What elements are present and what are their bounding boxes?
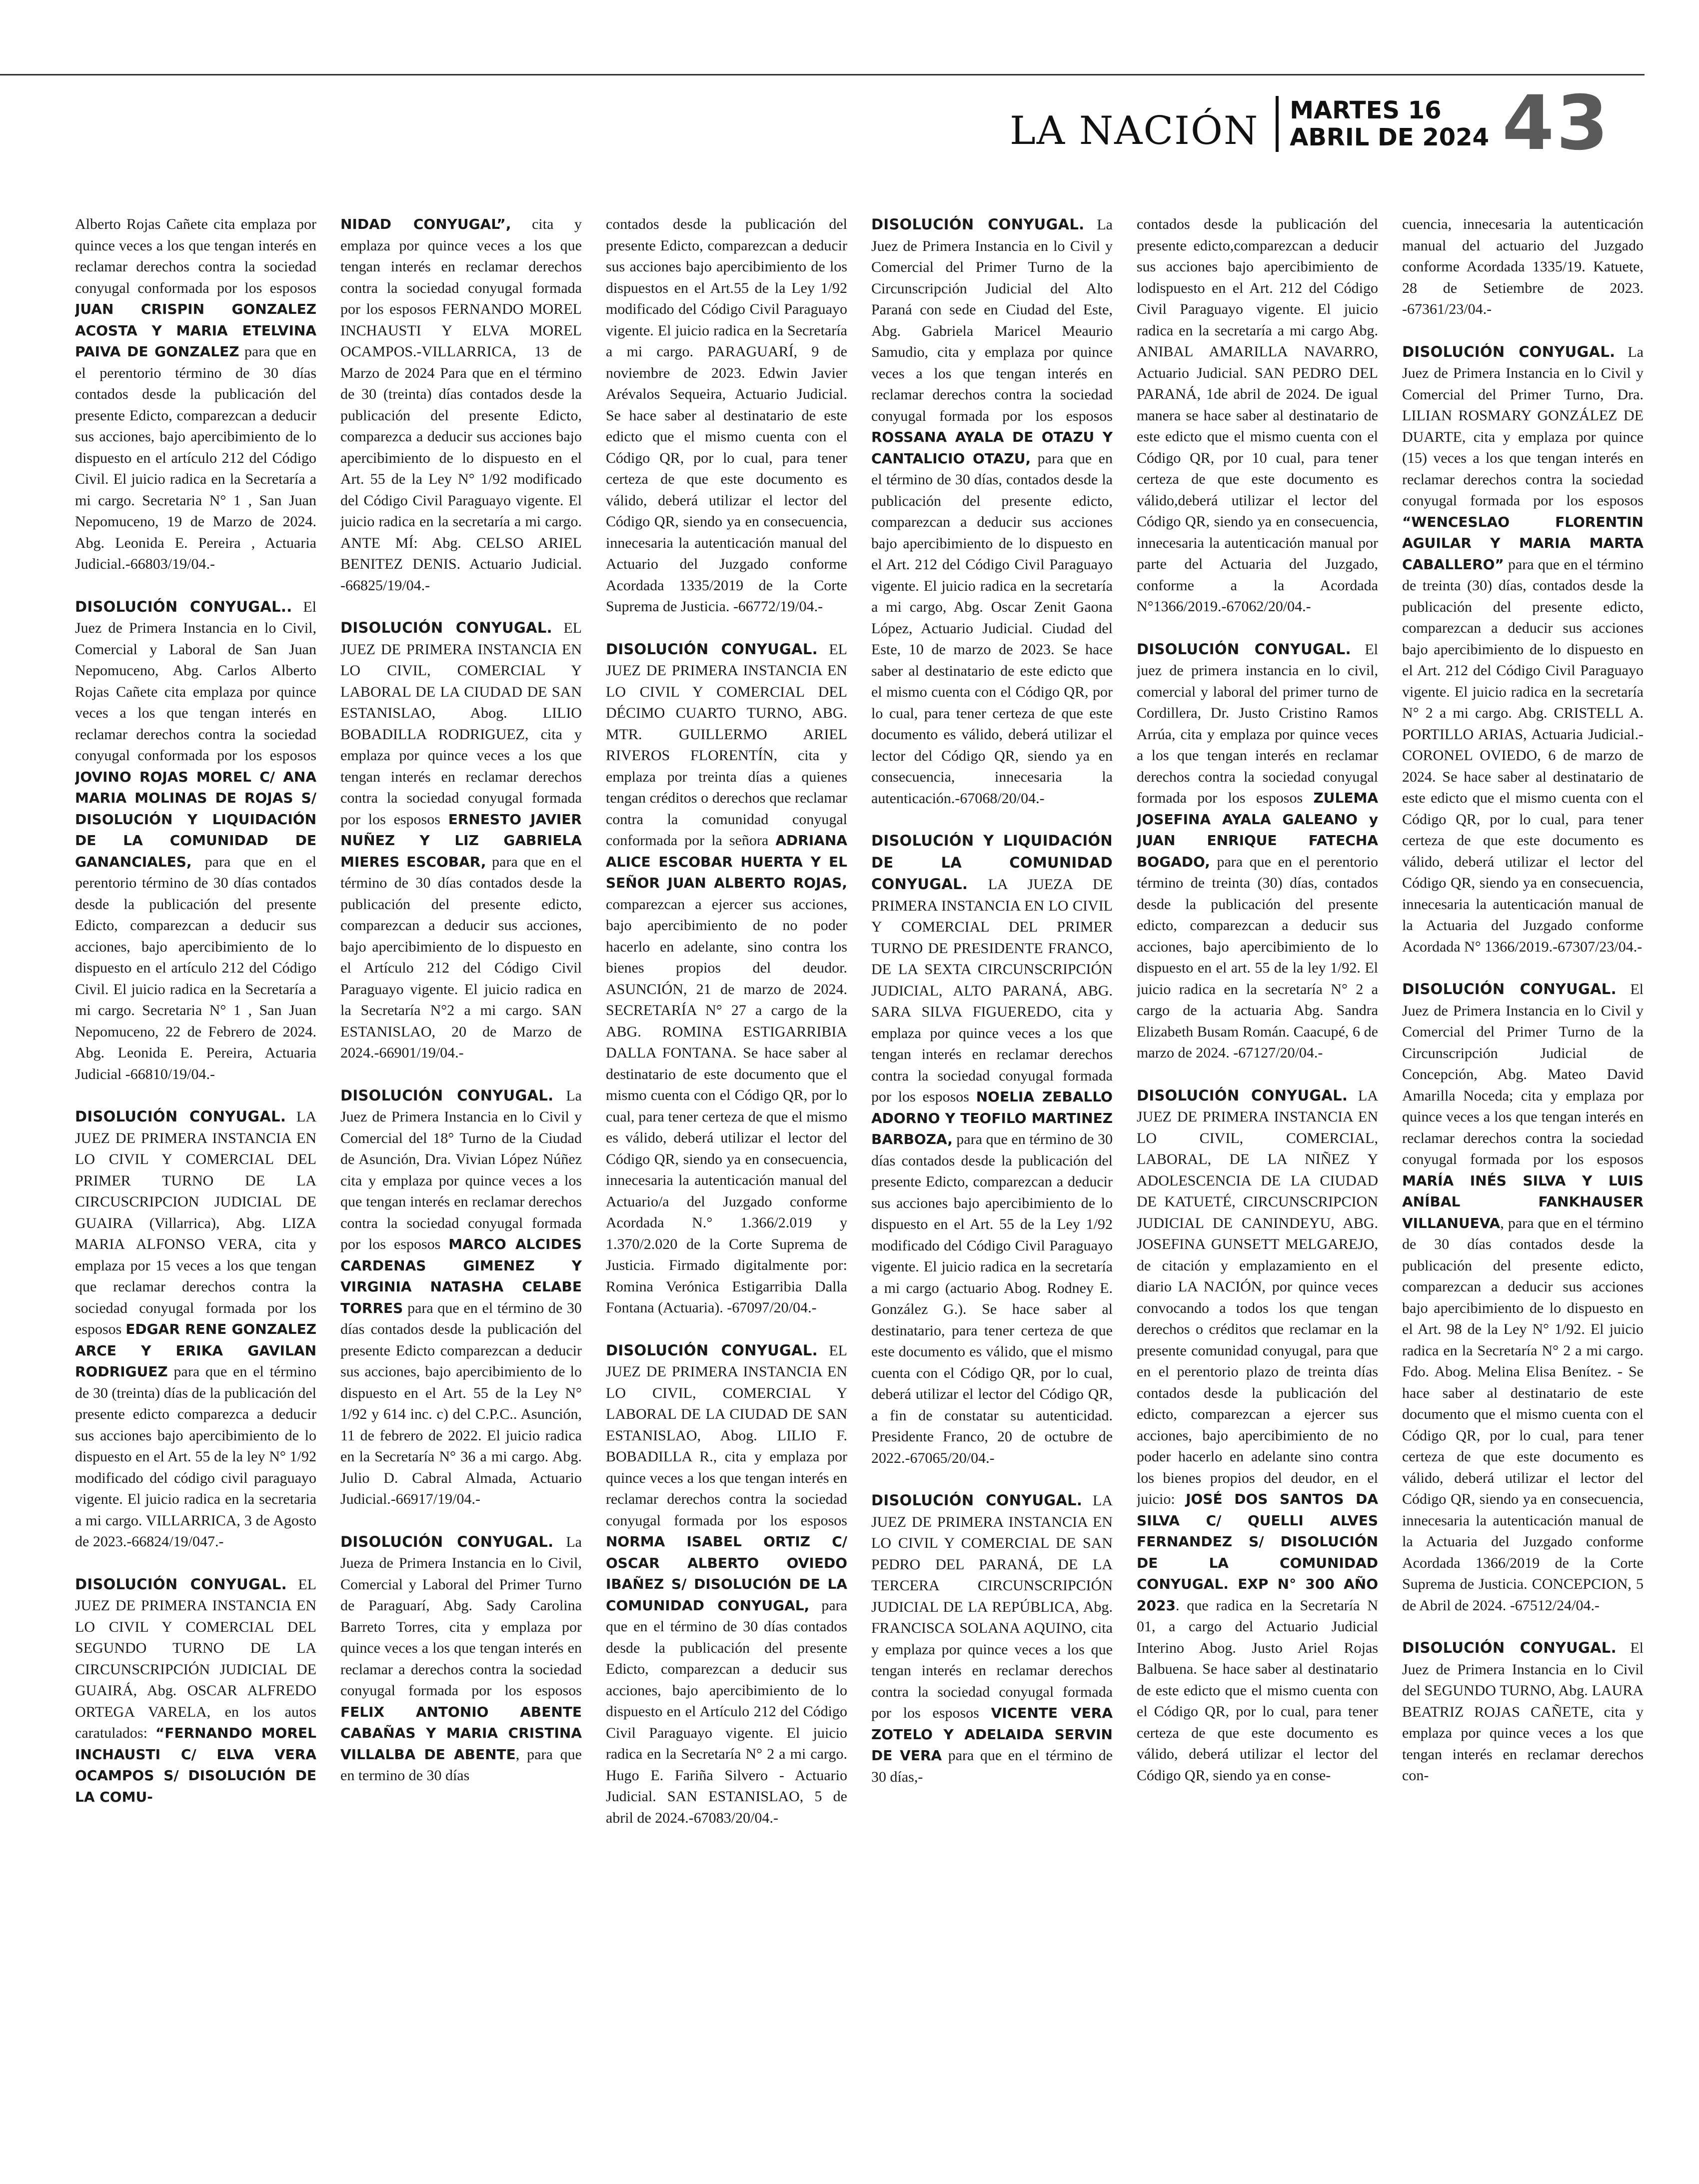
notice-text: El Juez de Primera Instancia en lo Civil, Comercial y Laboral de San Juan Nepomuceno, Abg. Carlos Alberto Rojas Cañete cita emplaza por quince veces a los que tengan interés en reclamar derechos contra la sociedad conyugal conformada por los esposos	[75, 598, 316, 764]
notice-text: Alberto Rojas Cañete cita emplaza por quince veces a los que tengan interés en reclamar derechos contra la sociedad conyugal conformada por los esposos	[75, 216, 316, 296]
legal-notice	[75, 596, 316, 1086]
notice-text: contados desde la publicación del presente Edicto, comparezcan a deducir sus acciones bajo apercibimiento de los dispuestos en el Art.55 de la Ley 1/92 modificado del Código Civil Paraguayo vigente. El juicio radica en la Secretaría a mi cargo. PARAGUARÍ, 9 de noviembre de 2023. Edwin Javier Arévalos Sequeira, Actuario Judicial. Se hace saber al destinatario de este edicto que el mismo cuenta con el Código QR, por lo cual, para tener certeza de que este documento es válido, deberá utilizar el lector del Código QR, siendo ya en consecuencia, innecesaria la autenticación manual del Actuario del Juzgado conforme Acordada 1335/2019 de la Corte Suprema de Justicia. -66772/19/04.-	[606, 216, 847, 615]
notice-text: , para que en el término de 30 días contados desde la publicación del presente edicto, comparezcan a deducir sus acciones bajo apercibimiento de lo dispuesto en el Art. 98 de la Ley N° 1/92. El juicio radica en la Secretaría N° 2 a mi cargo. Fdo. Abog. Melina Elisa Benítez. - Se hace saber al destinatario de este documento que el mismo cuenta con el Código QR, por lo cual, para tener certeza de que este documento es válido, deberá utilizar el lector del Código QR, siendo ya en consecuencia, innecesaria la autenticación manual de la Actuaria del Juzgado conforme Acordada 1366/2019 de la Corte Suprema de Justicia. CONCEPCION, 5 de Abril de 2024. -67512/24/04.-	[1402, 1214, 1644, 1614]
notice-text: para que en el término de 30 días contados desde la publicación del presente Edicto, comparezcan a deducir sus acciones, bajo apercibimiento de lo dispuesto en el Artículo 212 del Código Civil Paraguayo vigente. El juicio radica en la Secretaría N° 2 a mi cargo. Hugo E. Fariña Silvero - Actuario Judicial. SAN ESTANISLAO, 5 de abril de 2024.-67083/20/04.-	[606, 1597, 847, 1826]
notice-text: El juez de primera instancia en lo civil, comercial y laboral del primer turno de Cordillera, Dr. Justo Cristino Ramos Arrúa, cita y emplaza por quince veces a los que tengan interés en reclamar derechos contra la sociedad conyugal formada por los esposos	[1137, 641, 1378, 806]
notice-heading: DISOLUCIÓN Y LIQUIDACIÓN DE LA COMUNIDAD CONYUGAL.	[871, 832, 1113, 893]
legal-notice	[75, 1106, 316, 1553]
legal-notice	[1402, 979, 1644, 1616]
notice-text: para que en el perentorio término de treinta (30) días, contados desde la publicación del presente edicto, comparezcan a deducir sus acciones, bajo apercibimiento de lo dispuesto en el art. 55 de la ley 1/92. El juicio radica en la secretaría N° 2 a cargo de la actuaria Abg. Sandra Elizabeth Busam Román. Caacupé, 6 de marzo de 2024. -67127/20/04.-	[1137, 853, 1378, 1061]
notice-text: para que en el término de 30 días,-	[871, 1747, 1113, 1785]
notice-heading: DISOLUCIÓN CONYUGAL.	[871, 1492, 1083, 1509]
legal-notice	[340, 214, 582, 596]
notice-party-names: JOSÉ DOS SANTOS DA SILVA C/ QUELLI ALVES FERNANDEZ S/ DISOLUCIÓN DE LA COMUNIDAD CONYUGAL. EXP N° 300 AÑO 2023	[1137, 1491, 1378, 1614]
notice-text: LA JUEZA DE PRIMERA INSTANCIA EN LO CIVIL Y COMERCIAL DEL PRIMER TURNO DE PRESIDENTE FRANCO, DE LA SEXTA CIRCUNSCRIPCIÓN JUDICIAL, ALTO PARANÁ, ABG. SARA SILVA FIGUEREDO, cita y emplaza por quince veces a los que tengan interés en reclamar derechos contra la sociedad conyugal formada por los esposos	[871, 876, 1113, 1105]
notice-heading: DISOLUCIÓN CONYUGAL.	[606, 640, 818, 658]
notice-party-names: MARÍA INÉS SILVA Y LUIS ANÍBAL FANKHAUSER VILLANUEVA	[1402, 1172, 1644, 1231]
legal-notice	[606, 639, 847, 1319]
legal-notice	[871, 830, 1113, 1469]
issue-date-day: MARTES 16	[1290, 96, 1442, 124]
notice-heading: DISOLUCIÓN CONYUGAL.	[1137, 1087, 1348, 1104]
notice-text: EL JUEZ DE PRIMERA INSTANCIA EN LO CIVIL Y COMERCIAL DEL DÉCIMO CUARTO TURNO, ABG. MTR. GUILLERMO ARIEL RIVEROS FLORENTÍN, cita y emplaza por treinta días a quienes tengan créditos o derechos que reclamar contra la comunidad conyugal conformada por la señora	[606, 641, 847, 849]
top-rule	[0, 74, 1645, 75]
notice-text: para que en el término de treinta (30) días, contados desde la publicación del presente edicto, comparezcan a deducir sus acciones bajo apercibimiento de lo dispuesto en el Art. 212 del Código Civil Paraguayo vigente. El juicio radica en la secretaría N° 2 a mi cargo. Abg. CRISTELL A. PORTILLO ARIAS, Actuaria Judicial.-CORONEL OVIEDO, 6 de marzo de 2024. Se hace saber al destinatario de este edicto que el mismo cuenta con el Código QR, por lo cual, para tener certeza de que este documento es válido, deberá utilizar el lector del Código QR, siendo ya en consecuencia, innecesaria la autenticación manual de la Actuaria del Juzgado conforme Acordada N° 1366/2019.-67307/23/04.-	[1402, 556, 1644, 955]
paper-name: LA NACIÓN	[1010, 108, 1259, 153]
notice-party-names: ROSSANA AYALA DE OTAZU Y CANTALICIO OTAZU,	[871, 429, 1113, 467]
page-number: 43	[1502, 80, 1611, 167]
notice-text: El Juez de Primera Instancia en lo Civil del SEGUNDO TURNO, Abg. LAURA BEATRIZ ROJAS CAÑETE, cita y emplaza por quince veces a los que tengan interés en reclamar derechos con-	[1402, 1640, 1644, 1784]
legal-notice	[75, 214, 316, 575]
notice-party-names: “WENCESLAO FLORENTIN AGUILAR Y MARIA MARTA CABALLERO”	[1402, 513, 1644, 573]
legal-notice	[1137, 214, 1378, 618]
notice-text: La Juez de Primera Instancia en lo Civil y Comercial del 18° Turno de la Ciudad de Asunción, Dra. Vivian López Núñez cita y emplaza por quince veces a los que tengan interés en reclamar derechos contra la sociedad conyugal formada por los esposos	[340, 1087, 582, 1252]
notice-party-names: NOELIA ZEBALLO ADORNO Y TEOFILO MARTINEZ BARBOZA,	[871, 1089, 1113, 1147]
notice-party-names: VICENTE VERA ZOTELO Y ADELAIDA SERVIN DE VERA	[871, 1705, 1113, 1764]
column-4	[871, 214, 1113, 2173]
notice-text: para que en el término de 30 días contados desde la publicación del presente edicto, comparezcan a deducir sus acciones, bajo apercibimiento de lo dispuesto en el Artículo 212 del Código Civil Paraguayo vigente. El juicio radica en la Secretaría N°2 a mi cargo. SAN ESTANISLAO, 20 de Marzo de 2024.-66901/19/04.-	[340, 853, 582, 1061]
legal-notice	[606, 214, 847, 618]
legal-notice	[1402, 1637, 1644, 1787]
notice-heading: DISOLUCIÓN CONYUGAL.	[340, 1533, 554, 1550]
notice-text: para que en el término de 30 días contados desde la publicación del presente Edicto comparezcan a deducir sus acciones, bajo apercibimiento de lo dispuesto en el Art. 55 de la Ley N° 1/92 y 614 inc. c) del C.P.C.. Asunción, 11 de febrero de 2022. El juicio radica en la Secretaría N° 36 a mi cargo. Abg. Julio D. Cabral Almada, Actuario Judicial.-66917/19/04.-	[340, 1299, 582, 1507]
notice-text: para que en término de 30 días contados desde la publicación del presente Edicto, comparezcan a deducir sus acciones bajo apercibimiento de lo dispuesto en el Art. 55 de la Ley 1/92 modificado del Código Civil Paraguayo vigente. El juicio radica en la secretaría a mi cargo (actuario Abog. Rodney E. González G.). Se hace saber al destinatario, para tener certeza de que este documento es válido, que el mismo cuenta con el Código QR, por lo cual, deberá utilizar el lector del Código QR, a fin de constatar su autenticidad. Presidente Franco, 20 de octubre de 2022.-67065/20/04.-	[871, 1131, 1113, 1466]
notice-party-names: ADRIANA ALICE ESCOBAR HUERTA Y EL SEÑOR JUAN ALBERTO ROJAS,	[606, 832, 847, 891]
notice-text: , para que en termino de 30 días	[340, 1746, 582, 1784]
notice-heading: DISOLUCIÓN CONYUGAL.	[1137, 640, 1351, 658]
notice-party-names: EDGAR RENE GONZALEZ ARCE Y ERIKA GAVILAN RODRIGUEZ	[75, 1321, 316, 1380]
legal-notice	[1402, 214, 1644, 320]
classifieds-columns	[75, 214, 1645, 2173]
legal-notice	[75, 1574, 316, 1808]
notice-text: LA JUEZ DE PRIMERA INSTANCIA EN LO CIVIL, COMERCIAL, LABORAL, DE LA NIÑEZ Y ADOLESCENCIA DE LA CIUDAD DE KATUETÉ, CIRCUNSCRIPCION JUDICIAL DE CANINDEYU, ABG. JOSEFINA GUNSETT MELGAREJO, de citación y emplazamiento en el diario LA NACIÓN, por quince veces convocando a todos los que tengan derechos o créditos que reclamar en la presente comunidad conyugal, para que en el perentorio plazo de treinta días contados desde la publicación del edicto, comparezcan a ejercer sus acciones, bajo apercibimiento de no poder hacerlo en adelante sino contra los bienes propios del deudor, en el juicio:	[1137, 1087, 1378, 1507]
notice-heading: DISOLUCIÓN CONYUGAL..	[75, 598, 292, 615]
notice-heading: DISOLUCIÓN CONYUGAL.	[75, 1575, 287, 1593]
masthead	[1010, 94, 1489, 154]
notice-text: para que en el término de 30 (treinta) días de la publicación del presente edicto comparezca a deducir sus acciones bajo apercibimiento de lo dispuesto en el Art. 55 de la ley N° 1/92 modificado del código civil paraguayo vigente. El juicio radica en la secretaria a mi cargo. VILLARRICA, 3 de Agosto de 2023.-66824/19/047.-	[75, 1363, 316, 1550]
column-2	[340, 214, 582, 2173]
notice-heading: DISOLUCIÓN CONYUGAL.	[1402, 1639, 1617, 1656]
notice-text: El Juez de Primera Instancia en lo Civil y Comercial del Primer Turno de la Circunscripción Judicial de Concepción, Abg. Mateo David Amarilla Noceda; cita y emplaza por quince veces a los que tengan interés en reclamar derechos contra la sociedad conyugal formada por los esposos	[1402, 981, 1644, 1167]
column-5	[1137, 214, 1378, 2173]
notice-party-names: MARCO ALCIDES CARDENAS GIMENEZ Y VIRGINIA NATASHA CELABE TORRES	[340, 1236, 582, 1316]
notice-heading: DISOLUCIÓN CONYUGAL.	[75, 1108, 286, 1125]
notice-heading: DISOLUCIÓN CONYUGAL.	[606, 1341, 818, 1359]
notice-party-names: “FERNANDO MOREL INCHAUSTI C/ ELVA VERA OCAMPOS S/ DISOLUCIÓN DE LA COMU-	[75, 1725, 316, 1805]
notice-party-names: FELIX ANTONIO ABENTE CABAÑAS Y MARIA CRISTINA VILLALBA DE ABENTE	[340, 1703, 582, 1763]
notice-text: cuencia, innecesaria la autenticación manual del actuario del Juzgado conforme Acordada 1335/19. Katuete, 28 de Setiembre de 2023. -67361/23/04.-	[1402, 216, 1644, 317]
legal-notice	[871, 214, 1113, 809]
notice-text: . que radica en la Secretaría N 01, a cargo del Actuario Judicial Interino Abog. Justo Ariel Rojas Balbuena. Se hace saber al destinatario de este edicto que el mismo cuenta con el Código QR, por lo cual, para tener certeza de que este documento es válido, deberá utilizar el lector del Código QR, siendo ya en conse-	[1137, 1597, 1378, 1784]
notice-heading: DISOLUCIÓN CONYUGAL.	[1402, 981, 1617, 998]
notice-text: para que en el perentorio término de 30 días contados desde la publicación del presente Edicto, comparezcan a deducir sus acciones, bajo apercibimiento de lo dispuesto en el artículo 212 del Código Civil. El juicio radica en la Secretaría a mi cargo. Secretaria N° 1 , San Juan Nepomuceno, 22 de Febrero de 2024. Abg. Leonida E. Pereira, Actuaria Judicial -66810/19/04.-	[75, 853, 316, 1083]
notice-party-names: ZULEMA JOSEFINA AYALA GALEANO y JUAN ENRIQUE FATECHA BOGADO,	[1137, 790, 1378, 870]
notice-heading: DISOLUCIÓN CONYUGAL.	[340, 619, 552, 636]
column-1	[75, 214, 316, 2173]
notice-text: LA JUEZ DE PRIMERA INSTANCIA EN LO CIVIL Y COMERCIAL DEL PRIMER TURNO DE LA CIRCUSCRIPCION JUDICIAL DE GUAIRA (Villarrica), Abg. LIZA MARIA ALFONSO VERA, cita y emplaza por 15 veces a los que tengan que reclamar derechos contra la sociedad conyugal formada por los esposos	[75, 1108, 316, 1337]
legal-notice	[871, 1490, 1113, 1788]
issue-date-month-year: ABRIL DE 2024	[1290, 123, 1489, 151]
notice-text: EL JUEZ DE PRIMERA INSTANCIA EN LO CIVIL Y COMERCIAL DEL SEGUNDO TURNO DE LA CIRCUNSCRIPCIÓN JUDICIAL DE GUAIRÁ, Abg. OSCAR ALFREDO ORTEGA VARELA, en los autos caratulados:	[75, 1576, 316, 1741]
notice-text: cita y emplaza por quince veces a los que tengan interés en reclamar derechos contra la sociedad conyugal formada por los esposos FERNANDO MOREL INCHAUSTI Y ELVA MOREL OCAMPOS.-VILLARRICA, 13 de Marzo de 2024 Para que en el término de 30 (treinta) días contados desde la publicación del presente Edicto, comparezca a deducir sus acciones bajo apercibimiento de lo dispuesto en el Art. 55 de la Ley N° 1/92 modificado del Código Civil Paraguayo vigente. El juicio radica en la secretaría a mi cargo. ANTE MÍ: Abg. CELSO ARIEL BENITEZ DENIS. Actuario Judicial. -66825/19/04.-	[340, 216, 582, 594]
notice-party-names: JUAN CRISPIN GONZALEZ ACOSTA Y MARIA ETELVINA PAIVA DE GONZALEZ	[75, 301, 316, 360]
notice-text: LA JUEZ DE PRIMERA INSTANCIA EN LO CIVIL Y COMERCIAL DE SAN PEDRO DEL PARANÁ, DE LA TERCERA CIRCUNSCRIPCIÓN JUDICIAL DE LA REPÚBLICA, Abg. FRANCISCA SOLANA AQUINO, cita y emplaza por quince veces a los que tengan interés en reclamar derechos contra la sociedad conyugal formada por los esposos	[871, 1492, 1113, 1721]
notice-text: EL JUEZ DE PRIMERA INSTANCIA EN LO CIVIL, COMERCIAL Y LABORAL DE LA CIUDAD DE SAN ESTANISLAO, Abog. LILIO BOBADILLA RODRIGUEZ, cita y emplaza por quince veces a los que tengan interés en reclamar derechos contra la sociedad conyugal formada por los esposos	[340, 620, 582, 828]
notice-text: EL JUEZ DE PRIMERA INSTANCIA EN LO CIVIL, COMERCIAL Y LABORAL DE LA CIUDAD DE SAN ESTANISLAO, Abog. LILIO F. BOBADILLA R., cita y emplaza por quince veces a los que tengan interés en reclamar derechos contra la sociedad conyugal formada por los esposos	[606, 1342, 847, 1529]
legal-notice	[340, 617, 582, 1064]
notice-heading: DISOLUCIÓN CONYUGAL.	[1402, 343, 1616, 360]
notice-text: comparezcan a ejercer sus acciones, bajo apercibimiento de no poder hacerlo en adelante, sino contra los bienes propios del deudor. ASUNCIÓN, 21 de marzo de 2024. SECRETARÍA N° 27 a cargo de la ABG. ROMINA ESTIGARRIBIA DALLA FONTANA. Se hace saber al destinatario de este documento que el mismo cuenta con el Código QR, por lo cual, para tener certeza de que el mismo es válido, deberá utilizar el lector del Código QR, siendo ya en consecuencia, innecesaria la autenticación manual del Actuario/a del Juzgado conforme Acordada N.° 1.366/2.019 y 1.370/2.020 de la Corte Suprema de Justicia. Firmado digitalmente por: Romina Verónica Estigarribia Dalla Fontana (Actuaria). -67097/20/04.-	[606, 896, 847, 1316]
legal-notice	[1137, 639, 1378, 1064]
notice-party-names: ERNESTO JAVIER NUÑEZ Y LIZ GABRIELA MIERES ESCOBAR,	[340, 811, 582, 870]
legal-notice	[340, 1531, 582, 1787]
legal-notice	[340, 1085, 582, 1510]
notice-text: La Jueza de Primera Instancia en lo Civil, Comercial y Laboral del Primer Turno de Paraguarí, Abg. Sady Carolina Barreto Torres, cita y emplaza por quince veces a los que tengan interés en reclamar a derechos contra la sociedad conyugal formada por los esposos	[340, 1533, 582, 1699]
legal-notice	[606, 1340, 847, 1829]
column-6	[1402, 214, 1644, 2173]
legal-notice	[1402, 341, 1644, 958]
notice-text: La Juez de Primera Instancia en lo Civil y Comercial del Primer Turno de la Circunscripción Judicial del Alto Paraná con sede en Ciudad del Este, Abg. Gabriela Maricel Meaurio Samudio, cita y emplaza por quince veces a los que tengan interés en reclamar derechos contra la sociedad conyugal formada por los esposos	[871, 216, 1113, 424]
legal-notice	[1137, 1085, 1378, 1787]
notice-party-names: NORMA ISABEL ORTIZ C/ OSCAR ALBERTO OVIEDO IBAÑEZ S/ DISOLUCIÓN DE LA COMUNIDAD CONYUGAL,	[606, 1533, 847, 1614]
notice-text: La Juez de Primera Instancia en lo Civil y Comercial del Primer Turno, Dra. LILIAN ROSMARY GONZÁLEZ DE DUARTE, cita y emplaza por quince (15) veces a los que tengan interés en reclamar derechos contra la sociedad conyugal formada por los esposos	[1402, 343, 1644, 509]
notice-heading: DISOLUCIÓN CONYUGAL.	[340, 1087, 554, 1104]
notice-text: para que en el perentorio término de 30 días contados desde la publicación del presente Edicto, comparezcan a deducir sus acciones, bajo apercibimiento de lo dispuesto en el artículo 212 del Código Civil. El juicio radica en la Secretaría a mi cargo. Secretaria N° 1 , San Juan Nepomuceno, 19 de Marzo de 2024. Abg. Leonida E. Pereira , Actuaria Judicial.-66803/19/04.-	[75, 343, 316, 572]
notice-text: para que en el término de 30 días, contados desde la publicación del presente edicto, comparezcan a deducir sus acciones bajo apercibimiento de lo dispuesto en el Art. 212 del Código Civil Paraguayo vigente. El juicio radica en la secretaría a mi cargo, Abg. Oscar Zenit Gaona López, Actuario Judicial. Ciudad del Este, 10 de marzo de 2023. Se hace saber al destinatario de este edicto que el mismo cuenta con el Código QR, por lo cual, para tener certeza de que este documento es válido, deberá utilizar el lector del Código QR, siendo ya en consecuencia, innecesaria la autenticación.-67068/20/04.-	[871, 450, 1113, 807]
notice-text: contados desde la publicación del presente edicto,comparezcan a deducir sus acciones bajo apercibimiento de lodispuesto en el Art. 212 del Código Civil Paraguayo vigente. El juicio radica en la secretaría a mi cargo Abg. ANIBAL AMARILLA NAVARRO, Actuario Judicial. SAN PEDRO DEL PARANÁ, 1de abril de 2024. De igual manera se hace saber al destinatario de este edicto que el mismo cuenta con el Código QR, por 10 cual, para tener certeza de que este documento es válido,deberá utilizar el lector del Código QR, siendo ya en consecuencia, innecesaria la autenticación manual por parte del Actuaria del Juzgado, conforme a la Acordada N°1366/2019.-67062/20/04.-	[1137, 216, 1378, 615]
column-3	[606, 214, 847, 2173]
masthead-divider	[1276, 96, 1279, 152]
issue-date	[1290, 97, 1489, 151]
notice-party-names: NIDAD CONYUGAL”,	[340, 216, 511, 232]
notice-party-names: JOVINO ROJAS MOREL C/ ANA MARIA MOLINAS DE ROJAS S/ DISOLUCIÓN Y LIQUIDACIÓN DE LA COMUNIDAD DE GANANCIALES,	[75, 768, 316, 870]
notice-heading: DISOLUCIÓN CONYUGAL.	[871, 216, 1085, 233]
